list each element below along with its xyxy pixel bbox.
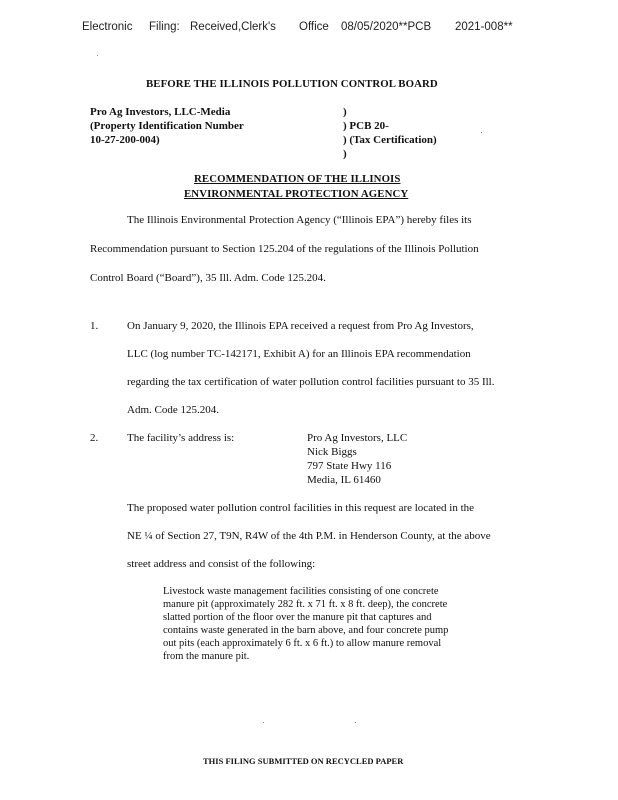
caption-pin-number: 10-27-200-004) bbox=[90, 134, 160, 146]
paragraph-line: Adm. Code 125.204. bbox=[127, 404, 219, 416]
description-line: Livestock waste management facilities consisting of one concrete bbox=[163, 586, 439, 597]
caption-case-type: ) (Tax Certification) bbox=[343, 134, 437, 146]
caption-pin-label: (Property Identification Number bbox=[90, 120, 244, 132]
address-line: Media, IL 61460 bbox=[307, 474, 381, 486]
description-line: contains waste generated in the barn above, and four concrete pump bbox=[163, 625, 449, 636]
intro-line: The Illinois Environmental Protection Agency (“Illinois EPA”) hereby files its bbox=[127, 214, 472, 226]
stamp-received: Received,Clerk's bbox=[190, 21, 276, 33]
paragraph-line: On January 9, 2020, the Illinois EPA received a request from Pro Ag Investors, bbox=[127, 320, 474, 332]
recycled-paper-footer: THIS FILING SUBMITTED ON RECYCLED PAPER bbox=[203, 756, 404, 766]
description-line: manure pit (approximately 282 ft. x 71 ft. x 8 ft. deep), the concrete bbox=[163, 599, 448, 610]
description-line: out pits (each approximately 6 ft. x 6 ft.) to allow manure removal bbox=[163, 638, 442, 649]
stamp-case: 2021-008** bbox=[455, 21, 513, 33]
paragraph-line: LLC (log number TC-142171, Exhibit A) for an Illinois EPA recommendation bbox=[127, 348, 471, 360]
doc-title-line-1: RECOMMENDATION OF THE ILLINOIS bbox=[194, 173, 401, 185]
description-line: slatted portion of the floor over the manure pit that captures and bbox=[163, 612, 432, 623]
scan-speck bbox=[481, 132, 482, 133]
caption-case-number: ) PCB 20- bbox=[343, 120, 389, 132]
location-line: NE ¼ of Section 27, T9N, R4W of the 4th P.M. in Henderson County, at the above bbox=[127, 530, 491, 542]
address-line: Nick Biggs bbox=[307, 446, 357, 458]
address-line: 797 State Hwy 116 bbox=[307, 460, 392, 472]
address-line: Pro Ag Investors, LLC bbox=[307, 432, 408, 444]
location-line: The proposed water pollution control facilities in this request are located in the bbox=[127, 502, 475, 514]
stamp-filing: Filing: bbox=[149, 21, 180, 33]
board-title: BEFORE THE ILLINOIS POLLUTION CONTROL BOARD bbox=[146, 78, 438, 90]
paragraph-number: 2. bbox=[90, 432, 99, 444]
scan-speck bbox=[355, 722, 356, 723]
intro-line: Control Board (“Board”), 35 Ill. Adm. Code 125.204. bbox=[90, 272, 326, 284]
stamp-office: Office bbox=[299, 21, 329, 33]
facility-address-label: The facility’s address is: bbox=[127, 432, 235, 444]
stamp-date: 08/05/2020**PCB bbox=[341, 21, 432, 33]
caption-party: Pro Ag Investors, LLC-Media bbox=[90, 106, 231, 118]
paragraph-line: regarding the tax certification of water pollution control facilities pursuant to 35 Ill. bbox=[127, 376, 495, 388]
scan-speck bbox=[97, 55, 98, 56]
paragraph-number: 1. bbox=[90, 320, 99, 332]
location-line: street address and consist of the following: bbox=[127, 558, 316, 570]
stamp-electronic: Electronic bbox=[82, 21, 133, 33]
doc-title-line-2: ENVIRONMENTAL PROTECTION AGENCY bbox=[184, 188, 409, 200]
caption-bracket-1: ) bbox=[343, 106, 347, 118]
scan-speck bbox=[263, 722, 264, 723]
description-line: from the manure pit. bbox=[163, 651, 250, 662]
intro-line: Recommendation pursuant to Section 125.204 of the regulations of the Illinois Pollution bbox=[90, 243, 479, 255]
caption-bracket-4: ) bbox=[343, 148, 347, 160]
